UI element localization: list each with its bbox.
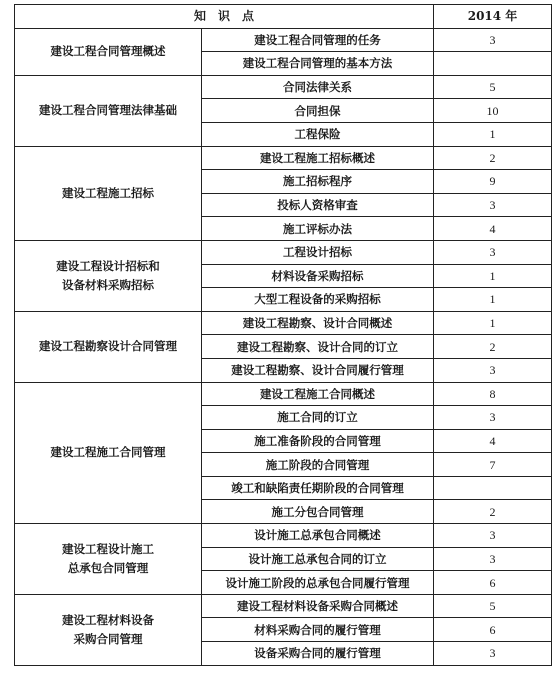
header-year: 2014 年 xyxy=(434,5,552,29)
section-title: 建设工程合同管理法律基础 xyxy=(15,75,202,146)
table-row xyxy=(15,240,552,264)
question-count: 4 xyxy=(434,429,552,453)
knowledge-point-name: 建设工程施工合同概述 xyxy=(202,382,434,406)
knowledge-point-name: 材料设备采购招标 xyxy=(202,264,434,288)
table-row xyxy=(15,594,552,618)
question-count: 4 xyxy=(434,217,552,241)
knowledge-point-name: 投标人资格审查 xyxy=(202,193,434,217)
question-count: 3 xyxy=(434,240,552,264)
section-title: 建设工程勘察设计合同管理 xyxy=(15,311,202,382)
knowledge-point-name: 施工分包合同管理 xyxy=(202,500,434,524)
question-count: 3 xyxy=(434,406,552,430)
table-row xyxy=(15,524,552,548)
knowledge-point-name: 设备采购合同的履行管理 xyxy=(202,642,434,666)
table-body xyxy=(15,28,552,665)
knowledge-point-name: 大型工程设备的采购招标 xyxy=(202,288,434,312)
table-row xyxy=(15,28,552,52)
question-count xyxy=(434,52,552,76)
question-count: 1 xyxy=(434,122,552,146)
knowledge-point-name: 工程保险 xyxy=(202,122,434,146)
question-count xyxy=(434,476,552,500)
question-count: 3 xyxy=(434,524,552,548)
question-count: 5 xyxy=(434,594,552,618)
header-topic: 知 识 点 xyxy=(15,5,434,29)
question-count: 10 xyxy=(434,99,552,123)
section-title: 建设工程合同管理概述 xyxy=(15,28,202,75)
knowledge-point-name: 施工评标办法 xyxy=(202,217,434,241)
knowledge-point-name: 设计施工阶段的总承包合同履行管理 xyxy=(202,571,434,595)
knowledge-point-name: 设计施工总承包合同的订立 xyxy=(202,547,434,571)
question-count: 2 xyxy=(434,335,552,359)
knowledge-point-name: 工程设计招标 xyxy=(202,240,434,264)
knowledge-point-name: 建设工程勘察、设计合同概述 xyxy=(202,311,434,335)
question-count: 3 xyxy=(434,28,552,52)
question-count: 1 xyxy=(434,264,552,288)
knowledge-point-name: 材料采购合同的履行管理 xyxy=(202,618,434,642)
knowledge-point-name: 建设工程材料设备采购合同概述 xyxy=(202,594,434,618)
knowledge-point-name: 施工阶段的合同管理 xyxy=(202,453,434,477)
section-title: 建设工程施工招标 xyxy=(15,146,202,240)
section-title: 建设工程设计施工 总承包合同管理 xyxy=(15,524,202,595)
question-count: 9 xyxy=(434,170,552,194)
table-row xyxy=(15,75,552,99)
knowledge-point-name: 施工准备阶段的合同管理 xyxy=(202,429,434,453)
knowledge-point-name: 建设工程勘察、设计合同履行管理 xyxy=(202,358,434,382)
section-title: 建设工程施工合同管理 xyxy=(15,382,202,524)
table-row xyxy=(15,146,552,170)
knowledge-point-name: 施工招标程序 xyxy=(202,170,434,194)
question-count: 3 xyxy=(434,193,552,217)
question-count: 5 xyxy=(434,75,552,99)
question-count: 3 xyxy=(434,547,552,571)
knowledge-point-name: 建设工程合同管理的任务 xyxy=(202,28,434,52)
question-count: 7 xyxy=(434,453,552,477)
table-row xyxy=(15,311,552,335)
section-title: 建设工程设计招标和 设备材料采购招标 xyxy=(15,240,202,311)
table-row xyxy=(15,382,552,406)
question-count: 6 xyxy=(434,571,552,595)
question-count: 1 xyxy=(434,288,552,312)
question-count: 2 xyxy=(434,500,552,524)
knowledge-point-name: 建设工程勘察、设计合同的订立 xyxy=(202,335,434,359)
knowledge-point-name: 建设工程合同管理的基本方法 xyxy=(202,52,434,76)
knowledge-point-name: 合同法律关系 xyxy=(202,75,434,99)
knowledge-point-name: 合同担保 xyxy=(202,99,434,123)
knowledge-point-name: 施工合同的订立 xyxy=(202,406,434,430)
question-count: 1 xyxy=(434,311,552,335)
question-count: 6 xyxy=(434,618,552,642)
knowledge-point-name: 建设工程施工招标概述 xyxy=(202,146,434,170)
knowledge-point-table xyxy=(14,4,552,666)
knowledge-point-name: 竣工和缺陷责任期阶段的合同管理 xyxy=(202,476,434,500)
section-title: 建设工程材料设备 采购合同管理 xyxy=(15,594,202,665)
question-count: 3 xyxy=(434,358,552,382)
question-count: 3 xyxy=(434,642,552,666)
knowledge-point-name: 设计施工总承包合同概述 xyxy=(202,524,434,548)
table-header-row xyxy=(15,5,552,29)
question-count: 8 xyxy=(434,382,552,406)
question-count: 2 xyxy=(434,146,552,170)
